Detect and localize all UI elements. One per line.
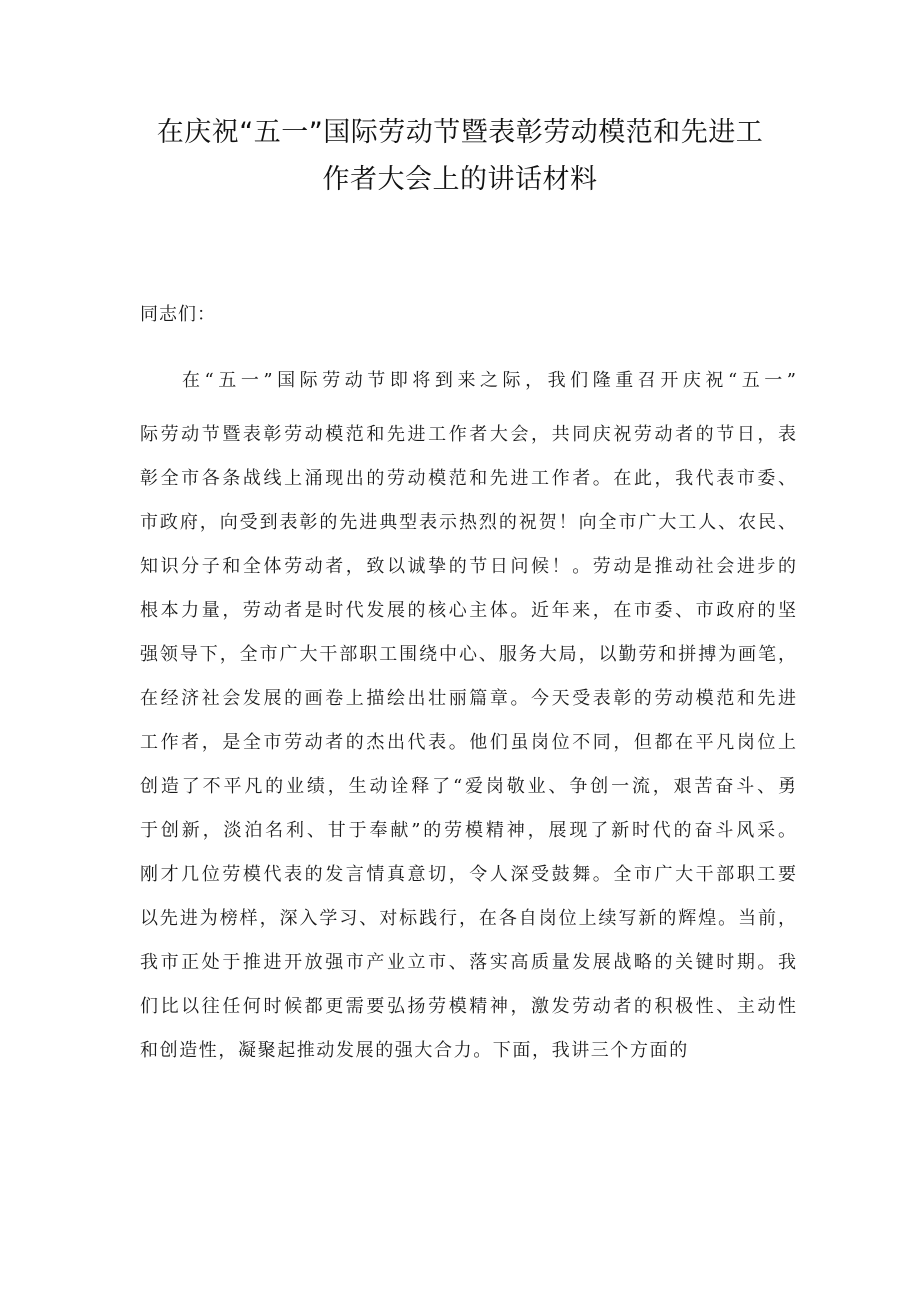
paragraph-line: 刚才几位劳模代表的发言情真意切，令人深受鼓舞。全市广大干部职工要 — [140, 864, 796, 885]
paragraph-line: 在“五一”国际劳动节即将到来之际，我们隆重召开庆祝“五一” — [182, 370, 796, 391]
paragraph-line: 知识分子和全体劳动者，致以诚挚的节日问候！。劳动是推动社会进步的 — [140, 556, 796, 577]
paragraph-line: 们比以往任何时候都更需要弘扬劳模精神，激发劳动者的积极性、主动性 — [140, 996, 796, 1017]
paragraph-line: 市政府，向受到表彰的先进典型表示热烈的祝贺！向全市广大工人、农民、 — [140, 512, 796, 533]
paragraph-line: 在经济社会发展的画卷上描绘出壮丽篇章。今天受表彰的劳动模范和先进 — [140, 688, 796, 709]
document-title-line-1: 在庆祝“五一”国际劳动节暨表彰劳动模范和先进工 — [156, 117, 764, 148]
paragraph-line: 际劳动节暨表彰劳动模范和先进工作者大会，共同庆祝劳动者的节日，表 — [140, 424, 796, 445]
paragraph-line: 根本力量，劳动者是时代发展的核心主体。近年来，在市委、市政府的坚 — [140, 600, 796, 621]
paragraph-line: 创造了不平凡的业绩，生动诠释了“爱岗敬业、争创一流，艰苦奋斗、勇 — [140, 776, 796, 797]
paragraph-line: 彰全市各条战线上涌现出的劳动模范和先进工作者。在此，我代表市委、 — [140, 468, 796, 489]
paragraph-line: 以先进为榜样，深入学习、对标践行，在各自岗位上续写新的辉煌。当前， — [140, 908, 796, 929]
paragraph-line: 工作者，是全市劳动者的杰出代表。他们虽岗位不同，但都在平凡岗位上 — [140, 732, 796, 753]
salutation: 同志们： — [140, 304, 216, 325]
paragraph-line: 我市正处于推进开放强市产业立市、落实高质量发展战略的关键时期。我 — [140, 952, 796, 973]
paragraph-line: 强领导下，全市广大干部职工围绕中心、服务大局，以勤劳和拼搏为画笔， — [140, 644, 796, 665]
paragraph-line: 和创造性，凝聚起推动发展的强大合力。下面，我讲三个方面的 — [140, 1040, 689, 1061]
document-title-line-2: 作者大会上的讲话材料 — [322, 164, 598, 195]
paragraph-line: 于创新，淡泊名利、甘于奉献”的劳模精神，展现了新时代的奋斗风采。 — [140, 820, 796, 841]
